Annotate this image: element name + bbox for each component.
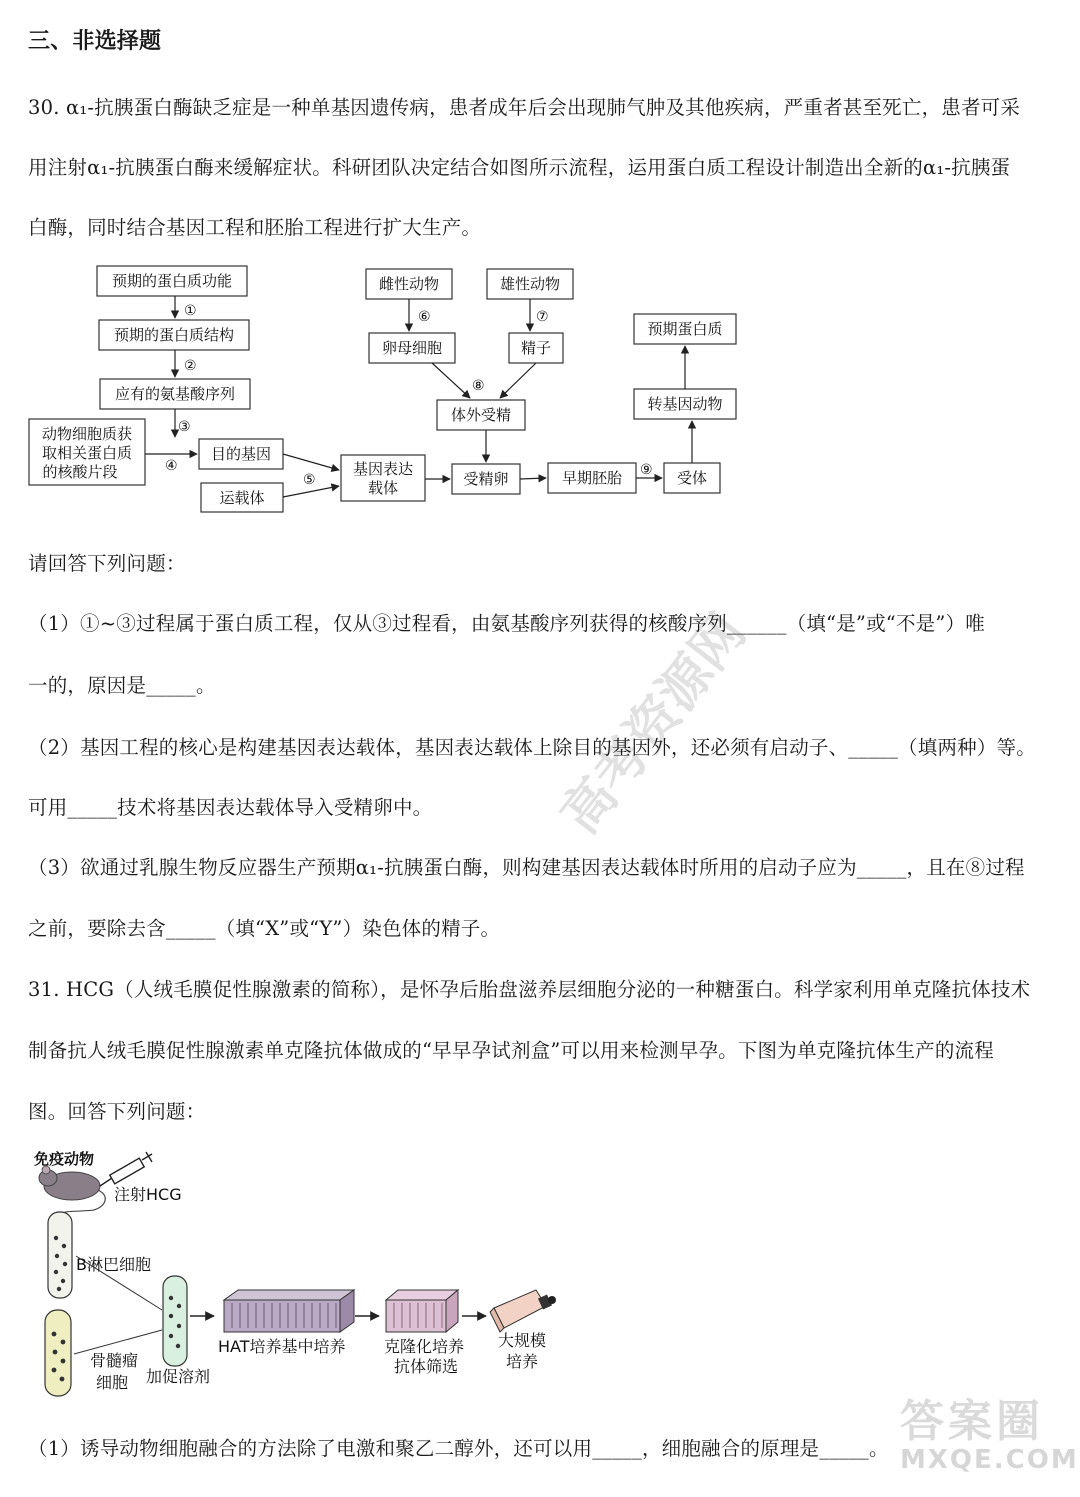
label-fragment-3: 的核酸片段 [42, 463, 118, 481]
myeloma-tube [45, 1310, 71, 1396]
label-expression-vector-2: 载体 [367, 479, 399, 497]
q30-flow-diagram [0, 258, 1080, 520]
step-3: ③ [178, 419, 191, 435]
syringe-icon [100, 1152, 152, 1186]
step-7: ⑦ [536, 309, 549, 325]
q30-sub1-line-1: （1）①~③过程属于蛋白质工程，仅从③过程看，由氨基酸序列获得的核酸序列______（填“是”或“不是”）唯 [28, 612, 985, 635]
label-oocyte: 卵母细胞 [381, 339, 443, 357]
q30-sub3-line-2: 之前，要除去含_____（填“X”或“Y”）染色体的精子。 [28, 917, 501, 940]
label-sperm: 精子 [520, 339, 552, 357]
watermark-bottom-title: 答案圈 [900, 1396, 1044, 1447]
fusion-tube [163, 1276, 187, 1366]
q30-sub2-line-1: （2）基因工程的核心是构建基因表达载体，基因表达载体上除目的基因外，还必须有启动子、_____（填两种）等。 [28, 736, 1036, 759]
q30-text-line-3: 白酶，同时结合基因工程和胚胎工程进行扩大生产。 [28, 216, 482, 239]
hat-culture-plate [224, 1290, 354, 1332]
label-immune-animal: 免疫动物 [34, 1150, 95, 1168]
step-4: ④ [165, 458, 178, 474]
label-myeloma-1: 骨髓瘤 [90, 1351, 139, 1370]
label-early-embryo: 早期胚胎 [561, 469, 623, 487]
label-expected-structure: 预期的蛋白质结构 [113, 326, 235, 344]
q30-text-line-2: 用注射α₁-抗胰蛋白酶来缓解症状。科研团队决定结合如图所示流程，运用蛋白质工程设计制造出全新的α₁-抗胰蛋 [28, 156, 1011, 179]
label-fusion-agent: 加促溶剂 [146, 1367, 211, 1386]
q30-sub3-line-1: （3）欲通过乳腺生物反应器生产预期α₁-抗胰蛋白酶，则构建基因表达载体时所用的启动子应为_____，且在⑧过程 [28, 856, 1025, 879]
step-9: ⑨ [640, 462, 653, 478]
label-expression-vector-1: 基因表达 [352, 460, 414, 478]
step-1: ① [184, 303, 197, 319]
q30-prompt: 请回答下列问题： [28, 552, 186, 575]
watermark-bottom-url: MXQE.COM [900, 1445, 1079, 1475]
label-inject-hcg: 注射HCG [114, 1185, 182, 1204]
label-fertilized-egg: 受精卵 [463, 470, 509, 488]
label-female-animal: 雌性动物 [378, 275, 440, 293]
q30-text-line-1: 30. α₁-抗胰蛋白酶缺乏症是一种单基因遗传病，患者成年后会出现肺气肿及其他疾病，严重者甚至死亡，患者可采 [28, 96, 1021, 119]
label-target-gene: 目的基因 [210, 445, 272, 463]
label-fragment-1: 动物细胞质获 [41, 425, 133, 443]
section-title: 三、非选择题 [28, 28, 162, 54]
label-b-cell: B淋巴细胞 [76, 1255, 151, 1274]
label-expected-protein: 预期蛋白质 [647, 320, 723, 338]
label-ivf: 体外受精 [450, 406, 512, 424]
label-male-animal: 雄性动物 [499, 275, 561, 293]
label-myeloma-2: 细胞 [96, 1373, 129, 1392]
label-amino-sequence: 应有的氨基酸序列 [114, 385, 236, 403]
mouse-icon [39, 1166, 105, 1210]
label-expected-function: 预期的蛋白质功能 [111, 272, 233, 290]
watermark-center: 高考资源网 [550, 603, 758, 845]
clone-culture-plate [386, 1290, 458, 1332]
label-culture: 培养 [506, 1352, 539, 1371]
b-cell-tube [48, 1212, 72, 1298]
label-large-scale: 大规模 [498, 1331, 547, 1350]
q31-sub1: （1）诱导动物细胞融合的方法除了电激和聚乙二醇外，还可以用_____，细胞融合的原理是_____。 [28, 1437, 889, 1460]
step-5: ⑤ [303, 472, 316, 488]
q31-process-figure [0, 1140, 620, 1410]
step-8: ⑧ [472, 378, 485, 394]
step-2: ② [184, 358, 197, 374]
label-clone-culture: 克隆化培养 [384, 1337, 465, 1356]
q31-text-line-1: 31. HCG（人绒毛膜促性腺激素的简称），是怀孕后胎盘滋养层细胞分泌的一种糖蛋白。科学家利用单克隆抗体技术 [28, 978, 1031, 1001]
label-vector: 运载体 [219, 489, 265, 507]
label-recipient: 受体 [676, 469, 708, 487]
q31-text-line-3: 图。回答下列问题： [28, 1100, 206, 1123]
label-fragment-2: 取相关蛋白质 [41, 444, 133, 462]
step-6: ⑥ [418, 309, 431, 325]
label-hat-culture: HAT培养基中培养 [218, 1337, 346, 1356]
q30-sub1-line-2: 一的，原因是_____。 [28, 674, 216, 697]
label-antibody-screen: 抗体筛选 [394, 1357, 459, 1376]
culture-flask-icon [490, 1290, 556, 1332]
q31-text-line-2: 制备抗人绒毛膜促性腺激素单克隆抗体做成的“早早孕试剂盒”可以用来检测早孕。下图为单克隆抗体生产的流程 [28, 1039, 994, 1062]
label-transgenic-animal: 转基因动物 [647, 395, 723, 413]
q30-sub2-line-2: 可用_____技术将基因表达载体导入受精卵中。 [28, 796, 433, 819]
